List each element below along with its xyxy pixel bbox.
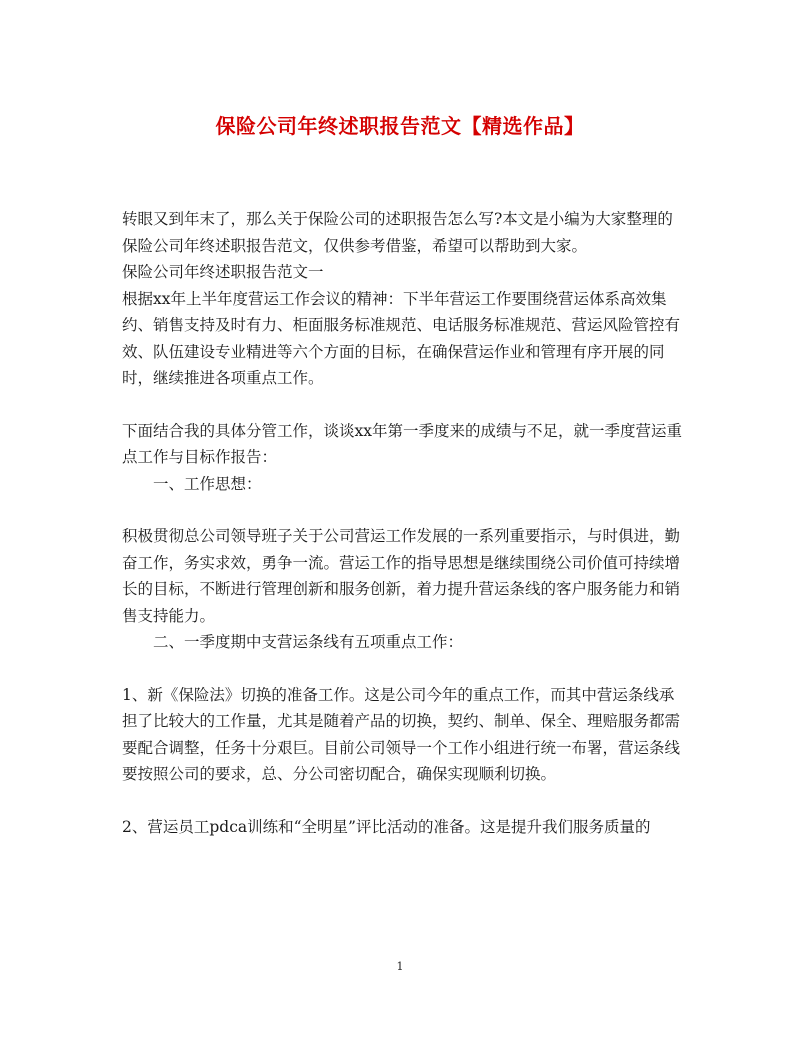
section-subtitle: 保险公司年终述职报告范文一: [122, 263, 324, 281]
body-paragraph-2: 下面结合我的具体分管工作，谈谈xx年第一季度来的成绩与不足，就一季度营运重点工作与目标作报告：: [122, 421, 682, 466]
paragraph-gap: [122, 497, 682, 523]
list-item-1: 1、新《保险法》切换的准备工作。这是公司今年的重点工作，而其中营运条线承担了比较大的工作量，尤其是随着产品的切换，契约、制单、保全、理赔服务都需要配合调整，任务十分艰巨。目前公司领导一个工作小组进行统一布署，营运条线要按照公司的要求，总、分公司密切配合，确保实现顺利切换。: [122, 685, 681, 783]
section-heading-2: 二、一季度期中支营运条线有五项重点工作：: [153, 633, 464, 651]
body-paragraph-1: 根据xx年上半年度营运工作会议的精神：下半年营运工作要围绕营运体系高效集约、销售支持及时有力、柜面服务标准规范、电话服务标准规范、营运风险管控有效、队伍建设专业精进等六个方面的目标，在确保营运作业和管理有序开展的同时，继续推进各项重点工作。: [122, 289, 681, 387]
paragraph-gap: [122, 392, 682, 418]
document-body: [122, 206, 682, 840]
list-item-2: 2、营运员工pdca训练和“全明星”评比活动的准备。这是提升我们服务质量的: [122, 817, 651, 836]
document-title: 保险公司年终述职报告范文【精选作品】: [215, 114, 585, 138]
paragraph-gap: [122, 788, 682, 814]
page-number: 1: [396, 960, 404, 973]
intro-paragraph: 转眼又到年末了，那么关于保险公司的述职报告怎么写?本文是小编为大家整理的保险公司年终述职报告范文，仅供参考借鉴，希望可以帮助到大家。: [122, 210, 673, 255]
body-paragraph-3: 积极贯彻总公司领导班子关于公司营运工作发展的一系列重要指示，与时俱进，勤奋工作，务实求效，勇争一流。营运工作的指导思想是继续围绕公司价值可持续增长的目标，不断进行管理创新和服务创新，着力提升营运条线的客户服务能力和销售支持能力。: [122, 527, 681, 625]
paragraph-gap: [122, 656, 682, 682]
section-heading-1: 一、工作思想：: [153, 474, 262, 493]
